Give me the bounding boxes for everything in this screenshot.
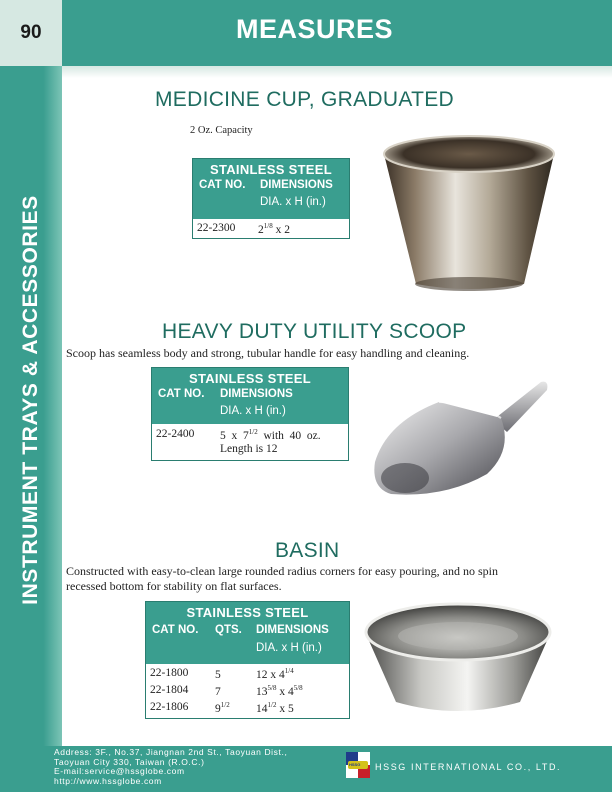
dimensions-subheader: DIA. x H (in.) <box>220 405 286 417</box>
basin-spec-table <box>145 601 350 719</box>
email-link[interactable]: E-mail:service@hssglobe.com <box>54 766 185 776</box>
basin-description-line2: recessed bottom for stability on flat surfaces. <box>66 579 282 593</box>
spec-table-header <box>152 368 348 424</box>
header-shadow <box>62 66 612 78</box>
dim-part: with 40 oz. <box>257 429 321 442</box>
dim-fraction: 1/2 <box>267 701 277 709</box>
basin-photo <box>360 598 556 720</box>
dimension-value <box>258 222 290 236</box>
medicine-cup-capacity: 2 Oz. Capacity <box>190 125 253 136</box>
qts-value <box>215 684 221 698</box>
dim-fraction: 5/8 <box>267 684 277 692</box>
table-row <box>146 701 346 718</box>
dim-part: x 5 <box>276 702 294 715</box>
page-number: 90 <box>0 0 62 66</box>
material-label: STAINLESS STEEL <box>210 162 332 177</box>
dim-part: 13 <box>256 685 268 698</box>
medicine-cup-photo <box>378 132 564 294</box>
cat-no-header: CAT NO. <box>158 388 205 400</box>
cat-no-header: CAT NO. <box>199 179 246 191</box>
dimensions-subheader: DIA. x H (in.) <box>256 642 322 654</box>
dim-part: 12 x 4 <box>256 668 285 681</box>
dimensions-header: DIMENSIONS <box>260 179 333 191</box>
dim-fraction: 1/4 <box>284 667 294 675</box>
qts-value <box>215 701 230 715</box>
address-line: Taoyuan City 330, Taiwan (R.O.C.) <box>54 756 205 767</box>
table-row <box>146 667 346 684</box>
medicine-cup-spec-table <box>192 158 350 239</box>
address-line: Address: 3F., No.37, Jiangnan 2nd St., Taoyuan Dist., <box>54 747 288 757</box>
medicine-cup-title: MEDICINE CUP, GRADUATED <box>155 88 454 111</box>
dimensions-header: DIMENSIONS <box>220 388 293 400</box>
cat-no-header: CAT NO. <box>152 624 199 636</box>
basin-title: BASIN <box>275 539 340 562</box>
cat-number: 22-2400 <box>156 428 195 440</box>
cat-number: 22-2300 <box>197 222 236 234</box>
dimension-value <box>220 428 321 442</box>
material-label: STAINLESS STEEL <box>186 605 309 620</box>
basin-description-line1: Constructed with easy-to-clean large rounded radius corners for easy pouring, and no spin <box>66 564 498 578</box>
cat-number: 22-1806 <box>150 701 189 713</box>
scoop-spec-table <box>151 367 349 461</box>
material-label: STAINLESS STEEL <box>189 371 311 386</box>
qts-part: 7 <box>215 685 221 698</box>
spec-table-header <box>193 159 349 219</box>
spec-table-header <box>146 602 349 664</box>
dim-part: 5 x 7 <box>220 429 249 442</box>
scoop-description: Scoop has seamless body and strong, tubular handle for easy handling and cleaning. <box>66 346 470 360</box>
qts-header: QTS. <box>215 624 242 636</box>
table-row <box>193 219 349 238</box>
dimension-value <box>256 667 294 681</box>
dimension-length: Length is 12 <box>220 443 278 455</box>
dim-part: x 2 <box>272 223 290 236</box>
qts-value <box>215 667 221 681</box>
dimensions-subheader: DIA. x H (in.) <box>260 196 326 208</box>
website-link[interactable]: http://www.hssglobe.com <box>54 775 162 786</box>
page-title: MEASURES <box>235 14 394 44</box>
dim-fraction: 5/8 <box>293 684 303 692</box>
logo-text: HSSG <box>349 762 361 767</box>
side-title: INSTRUMENT TRAYS & ACCESSORIES <box>19 195 42 605</box>
dim-part: 2 <box>258 223 264 236</box>
basin-table-body <box>146 664 349 718</box>
utility-scoop-photo <box>365 370 551 502</box>
qts-fraction: 1/2 <box>220 701 230 709</box>
scoop-title: HEAVY DUTY UTILITY SCOOP <box>162 320 467 343</box>
dim-fraction: 1/2 <box>248 428 258 436</box>
dim-part: x 4 <box>276 685 294 698</box>
qts-part: 5 <box>215 668 221 681</box>
dim-fraction: 1/8 <box>263 222 273 230</box>
company-name: HSSG INTERNATIONAL CO., LTD. <box>375 762 562 772</box>
table-row <box>146 684 346 701</box>
cat-number: 22-1800 <box>150 667 189 679</box>
table-row <box>152 424 348 460</box>
dim-part: 14 <box>256 702 268 715</box>
qts-part: 9 <box>215 702 221 715</box>
footer-address <box>54 748 287 786</box>
cat-number: 22-1804 <box>150 684 189 696</box>
dimension-value <box>256 701 294 715</box>
dimensions-header: DIMENSIONS <box>256 624 329 636</box>
dimension-value <box>256 684 303 698</box>
